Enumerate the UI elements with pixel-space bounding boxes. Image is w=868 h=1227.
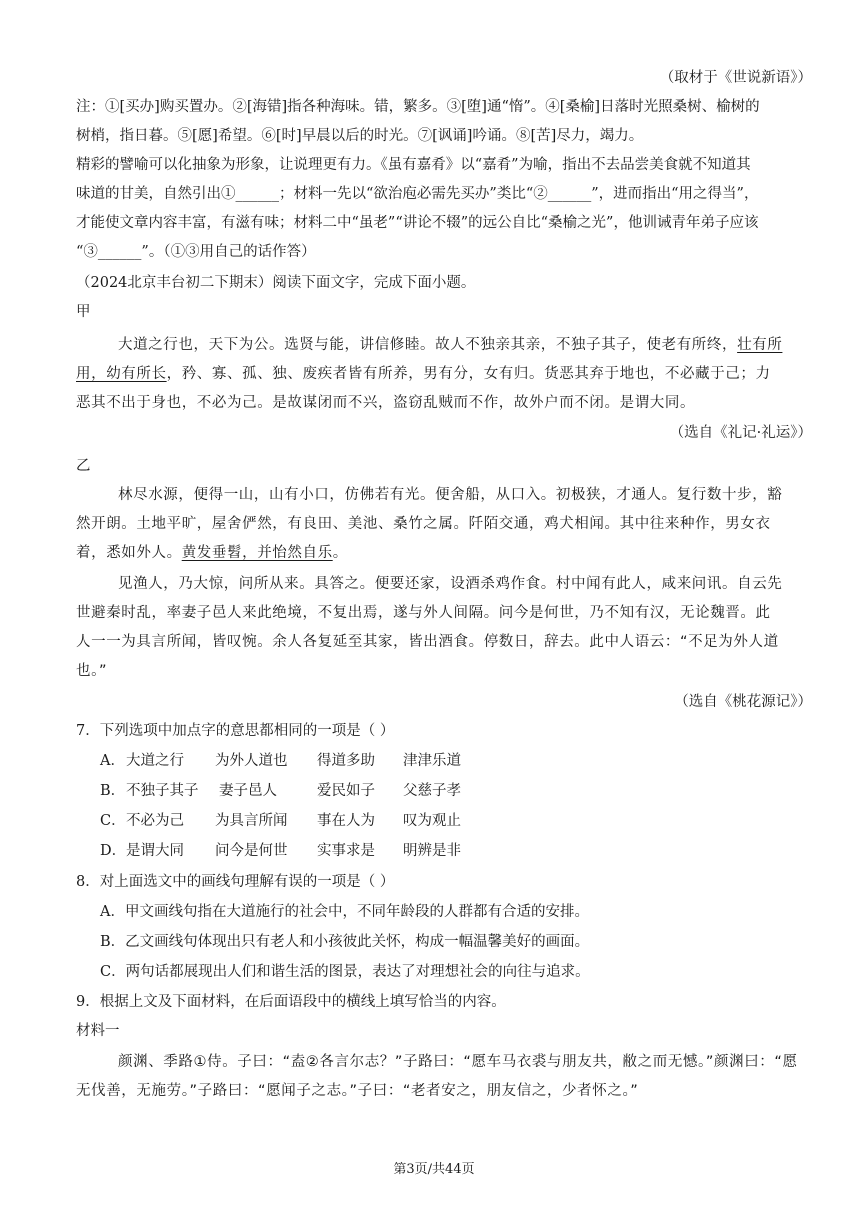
- passage-yi-p2-line-1: 见渔人，乃大惊，问所从来。具答之。便要还家，设酒杀鸡作食。村中闻有此人，咸来问讯。自云先: [118, 576, 783, 592]
- question-9-stem: 9．根据上文及下面材料，在后面语段中的横线上填写恰当的内容。: [76, 994, 506, 1010]
- passage-yi-p2-line-2: 世避秦时乱，率妻子邑人来此绝境，不复出焉，遂与外人间隔。问今是何世，乃不知有汉，无论魏晋。此: [76, 605, 771, 621]
- q8-option-b[interactable]: B．乙文画线句体现出只有老人和小孩彼此关怀，构成一幅温馨美好的画面。: [100, 934, 590, 950]
- passage-jia-line-1: 大道之行也，天下为公。选贤与能，讲信修睦。故人不独亲其亲，不独子其子，使老有所终，壮有所: [118, 337, 783, 353]
- underlined-sentence-jia-part2: 用，幼有所长: [76, 366, 167, 382]
- passage-yi-p1-line-3: 着，悉如外人。黄发垂髫，并怡然自乐。: [76, 545, 348, 561]
- passage-jia-line-3: 恶其不出于身也，不必为己。是故谋闭而不兴，盗窃乱贼而不作，故外户而不闭。是谓大同。: [76, 395, 696, 411]
- material-1-line-1: 颜渊、季路①侍。子曰：“盍②各言尔志？”子路曰：“愿车马衣裘与朋友共，敝之而无憾。”颜渊曰：“愿: [118, 1054, 798, 1070]
- underlined-sentence-jia-part1: 壮有所: [737, 337, 783, 353]
- source-citation-taohuayuan: （选自《桃花源记》）: [674, 694, 812, 710]
- material-1-label: 材料一: [76, 1023, 120, 1039]
- question-8-stem: 8．对上面选文中的画线句理解有误的一项是（ ）: [76, 874, 395, 890]
- passage-yi-p1-line-2: 然开朗。土地平旷，屋舍俨然，有良田、美池、桑竹之属。阡陌交通，鸡犬相闻。其中往来种作，男女衣: [76, 516, 771, 532]
- passage-jia-line-2: 用，幼有所长，矜、寡、孤、独、废疾者皆有所养，男有分，女有归。货恶其弃于地也，不必藏于己；力: [76, 366, 771, 382]
- passage-yi-p2-line-3: 人一一为具言所闻，皆叹惋。余人各复延至其家，皆出酒食。停数日，辞去。此中人语云：“不足为外人道: [76, 634, 779, 650]
- source-citation-liji: （选自《礼记·礼运》）: [669, 425, 812, 441]
- passage-yi-p1-line-1: 林尽水源，便得一山，山有小口，仿佛若有光。便舍船，从口入。初极狭，才通人。复行数十步，豁: [118, 487, 783, 503]
- notes-line-1: 注：①[买办]购买置办。②[海错]指各种海味。错，繁多。③[堕]通“惰”。④[桑榆]日落时光照桑树、榆树的: [76, 99, 760, 115]
- exam-intro: （2024北京丰台初二下期末）阅读下面文字，完成下面小题。: [76, 275, 476, 291]
- analysis-line-1: 精彩的譬喻可以化抽象为形象，让说理更有力。《虽有嘉肴》以“嘉肴”为喻，指出不去品尝美食就不知道其: [76, 157, 751, 173]
- notes-line-2: 树梢，指日暮。⑤[愿]希望。⑥[时]早晨以后的时光。⑦[讽诵]吟诵。⑧[苦]尽力，竭力。: [76, 128, 644, 144]
- passage-yi-label: 乙: [76, 458, 91, 474]
- passage-yi-p2-line-4: 也。”: [76, 663, 108, 679]
- question-7-stem: 7．下列选项中加点字的意思都相同的一项是（ ）: [76, 723, 395, 739]
- page-footer: 第3页/共44页: [393, 1162, 475, 1177]
- material-1-line-2: 无伐善，无施劳。”子路曰：“愿闻子之志。”子曰：“老者安之，朋友信之，少者怀之。”: [76, 1083, 639, 1099]
- passage-jia-label: 甲: [76, 304, 91, 320]
- document-page: （取材于《世说新语》） 注：①[买办]购买置办。②[海错]指各种海味。错，繁多。③[堕]通“惰”。④[桑榆]日落时光照桑树、榆树的 树梢，指日暮。⑤[愿]希望。⑥[时]早晨以后的时光。⑦[讽诵]吟诵。⑧[苦]尽力，竭力。 精彩的譬喻可以化抽象为形象，让说理更有力。《虽有嘉肴》以“嘉肴”为喻，指出不去品尝美食就不知道其 味道的甘美，自然引出①______；材料一先以“欲治庖必需先买办”类比“②______”，进而指出“用之得当”， 才能使文章内容丰富，有滋有味；材料二中“虽老”“讲论不辍”的远公自比“桑榆之光”，他训诫青年弟子应该 “③______”。（①③用自己的话作答） （2024北京丰台初二下期末）阅读下面文字，完成下面小题。 甲 大道之行也，天下为公。选贤与能，讲信修睦。故人不独亲其亲，不独子其子，使老有所终，壮有所 用，幼有所长，矜、寡、孤、独、废疾者皆有所养，男有分，女有归。货恶其弃于地也，不必藏于己；力 恶其不出于身也，不必为己。是故谋闭而不兴，盗窃乱贼而不作，故外户而不闭。是谓大同。 （选自《礼记·礼运》） 乙 林尽水源，便得一山，山有小口，仿佛若有光。便舍船，从口入。初极狭，才通人。复行数十步，豁 然开朗。土地平旷，屋舍俨然，有良田、美池、桑竹之属。阡陌交通，鸡犬相闻。其中往来种作，男女衣 着，悉如外人。黄发垂髫，并怡然自乐。 见渔人，乃大惊，问所从来。具答之。便要还家，设酒杀鸡作食。村中闻有此人，咸来问讯。自云先 世避秦时乱，率妻子邑人来此绝境，不复出焉，遂与外人间隔。问今是何世，乃不知有汉，无论魏晋。此 人一一为具言所闻，皆叹惋。余人各复延至其家，皆出酒食。停数日，辞去。此中人语云：“不足为外人道 也。” （选自《桃花源记》） 7．下列选项中加点字的意思都相同的一项是（ ） A． 大道之行 为外人道也 得道多助 津津乐道 B． 不独子其子 妻子邑人 爱民如子 父慈子孝 C． 不必为己 为具言所闻 事在人为 叹为观止 D． 是谓大同 问今是何世 实事求是 明辨是非 8．对上面选文中的画线句理解有误的一项是（ ） A．甲文画线句指在大道施行的社会中，不同年龄段的人群都有合适的安排。 B．乙文画线句体现出只有老人和小孩彼此关怀，构成一幅温馨美好的画面。 C．两句话都展现出人们和谐生活的图景，表达了对理想社会的向往与追求。 9．根据上文及下面材料，在后面语段中的横线上填写恰当的内容。 材料一 颜渊、季路①侍。子曰：“盍②各言尔志？”子路曰：“愿车马衣裘与朋友共，敝之而无憾。”颜渊曰：“愿 无伐善，无施劳。”子路曰：“愿闻子之志。”子曰：“老者安之，朋友信之，少者怀之。” 第3页/共44页: [0, 0, 868, 1227]
- source-citation-shishuo: （取材于《世说新语》）: [659, 70, 812, 86]
- underlined-sentence-yi: 黄发垂髫，并怡然自乐: [181, 545, 333, 561]
- analysis-line-2: 味道的甘美，自然引出①______；材料一先以“欲治庖必需先买办”类比“②______”，进而指出“用之得当”，: [76, 186, 759, 202]
- analysis-line-4: “③______”。（①③用自己的话作答）: [76, 244, 316, 260]
- q8-option-a[interactable]: A．甲文画线句指在大道施行的社会中，不同年龄段的人群都有合适的安排。: [100, 904, 589, 920]
- q8-option-c[interactable]: C．两句话都展现出人们和谐生活的图景，表达了对理想社会的向往与追求。: [100, 964, 590, 980]
- analysis-line-3: 才能使文章内容丰富，有滋有味；材料二中“虽老”“讲论不辍”的远公自比“桑榆之光”，他训诫青年弟子应该: [76, 215, 759, 231]
